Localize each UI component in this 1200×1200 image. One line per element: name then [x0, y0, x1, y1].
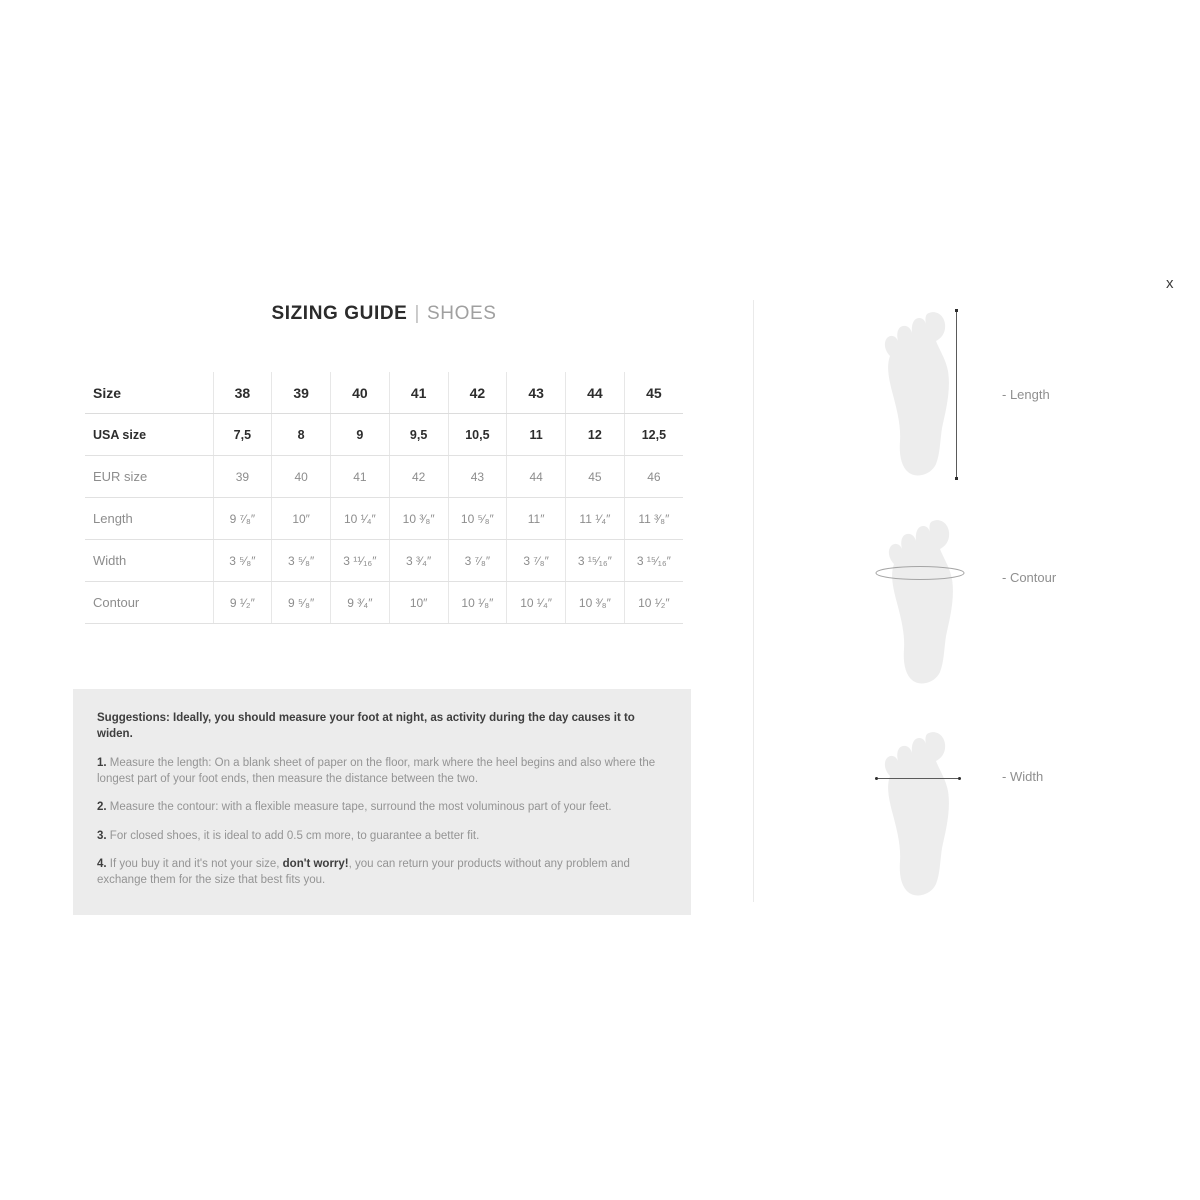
contour-measure-band — [874, 563, 966, 583]
table-cell: 9 ³⁄₄″ — [331, 582, 390, 624]
row-label: Contour — [85, 582, 213, 624]
table-cell: 9 — [331, 414, 390, 456]
suggestion-emphasis: 2. — [97, 801, 107, 814]
table-cell: 3 ¹⁵⁄₁₆″ — [624, 540, 683, 582]
suggestion-emphasis: 1. — [97, 756, 107, 769]
length-measure-line — [956, 311, 957, 478]
table-cell: 3 ¹¹⁄₁₆″ — [331, 540, 390, 582]
table-cell: 38 — [213, 372, 272, 414]
contour-label: - Contour — [1002, 570, 1057, 585]
table-cell: 45 — [624, 372, 683, 414]
table-cell: 41 — [389, 372, 448, 414]
suggestion-paragraph — [97, 828, 665, 844]
close-button[interactable]: x — [1166, 275, 1174, 292]
suggestion-text: Measure the contour: with a flexible measure tape, surround the most voluminous part of your feet. — [106, 801, 612, 814]
foot-diagram-width — [881, 728, 955, 900]
table-cell: 46 — [624, 456, 683, 498]
suggestion-text: , you can return your products without any problem and exchange them for the size that best fits you. — [97, 857, 630, 887]
suggestions-box — [73, 689, 691, 915]
suggestion-paragraph — [97, 710, 665, 743]
suggestion-text: For closed shoes, it is ideal to add 0.5 cm more, to guarantee a better fit. — [106, 829, 480, 842]
table-cell: 43 — [448, 456, 507, 498]
table-cell: 12 — [566, 414, 625, 456]
suggestion-paragraph — [97, 799, 665, 815]
suggestion-emphasis: 3. — [97, 829, 107, 842]
row-label: Width — [85, 540, 213, 582]
sizing-table — [85, 372, 683, 624]
column-header-size: Size — [85, 372, 213, 414]
table-cell: 10,5 — [448, 414, 507, 456]
table-cell: 41 — [331, 456, 390, 498]
table-cell: 7,5 — [213, 414, 272, 456]
title-main: SIZING GUIDE — [271, 303, 408, 324]
row-label: EUR size — [85, 456, 213, 498]
table-cell: 10 ¹⁄₂″ — [624, 582, 683, 624]
table-cell: 10″ — [389, 582, 448, 624]
table-cell: 40 — [272, 456, 331, 498]
table-cell: 9 ⁷⁄₈″ — [213, 498, 272, 540]
table-cell: 39 — [272, 372, 331, 414]
width-label: - Width — [1002, 769, 1044, 784]
title-separator: | — [414, 303, 420, 324]
foot-icon — [881, 308, 955, 480]
table-cell: 3 ⁷⁄₈″ — [448, 540, 507, 582]
table-cell: 10 ³⁄₈″ — [566, 582, 625, 624]
table-cell: 8 — [272, 414, 331, 456]
table-cell: 44 — [507, 456, 566, 498]
table-cell: 3 ⁵⁄₈″ — [213, 540, 272, 582]
suggestion-text: Measure the length: On a blank sheet of paper on the floor, mark where the heel begins and also where the longest part of your foot ends, then measure the distance between the two. — [97, 756, 656, 785]
table-cell: 44 — [566, 372, 625, 414]
table-cell: 3 ⁷⁄₈″ — [507, 540, 566, 582]
table-cell: 9 ⁵⁄₈″ — [272, 582, 331, 624]
title-subtitle: SHOES — [427, 303, 497, 324]
suggestion-emphasis: Suggestions: — [97, 712, 170, 724]
row-label: USA size — [85, 414, 213, 456]
table-cell: 11 — [507, 414, 566, 456]
foot-diagram-length — [881, 308, 955, 480]
foot-icon — [881, 728, 955, 900]
width-measure-line — [878, 778, 958, 779]
foot-icon — [885, 516, 959, 688]
table-cell: 9,5 — [389, 414, 448, 456]
table-cell: 3 ³⁄₄″ — [389, 540, 448, 582]
row-label: Length — [85, 498, 213, 540]
table-cell: 10 ¹⁄₄″ — [507, 582, 566, 624]
table-cell: 42 — [448, 372, 507, 414]
table-cell: 3 ⁵⁄₈″ — [272, 540, 331, 582]
foot-diagram-contour — [885, 516, 959, 688]
table-cell: 45 — [566, 456, 625, 498]
sizing-table-container — [85, 372, 683, 624]
suggestion-text: If you buy it and it's not your size, — [106, 857, 283, 870]
suggestion-paragraph — [97, 755, 665, 788]
table-cell: 42 — [389, 456, 448, 498]
table-cell: 11 ¹⁄₄″ — [566, 498, 625, 540]
table-cell: 39 — [213, 456, 272, 498]
table-cell: 10 ⁵⁄₈″ — [448, 498, 507, 540]
table-cell: 10″ — [272, 498, 331, 540]
table-cell: 43 — [507, 372, 566, 414]
table-cell: 10 ¹⁄₈″ — [448, 582, 507, 624]
suggestion-emphasis: don't worry! — [282, 857, 349, 870]
suggestion-paragraph — [97, 856, 665, 889]
length-label: - Length — [1002, 387, 1050, 402]
table-cell: 12,5 — [624, 414, 683, 456]
table-cell: 40 — [331, 372, 390, 414]
page-title — [85, 303, 683, 325]
table-cell: 10 ¹⁄₄″ — [331, 498, 390, 540]
table-cell: 11 ³⁄₈″ — [624, 498, 683, 540]
suggestion-emphasis: 4. — [97, 857, 107, 870]
table-cell: 9 ¹⁄₂″ — [213, 582, 272, 624]
vertical-divider — [753, 300, 754, 902]
table-cell: 3 ¹⁵⁄₁₆″ — [566, 540, 625, 582]
suggestion-emphasis: Ideally, you should measure your foot at night, as activity during the day causes it to widen. — [97, 712, 635, 741]
table-cell: 11″ — [507, 498, 566, 540]
table-cell: 10 ³⁄₈″ — [389, 498, 448, 540]
